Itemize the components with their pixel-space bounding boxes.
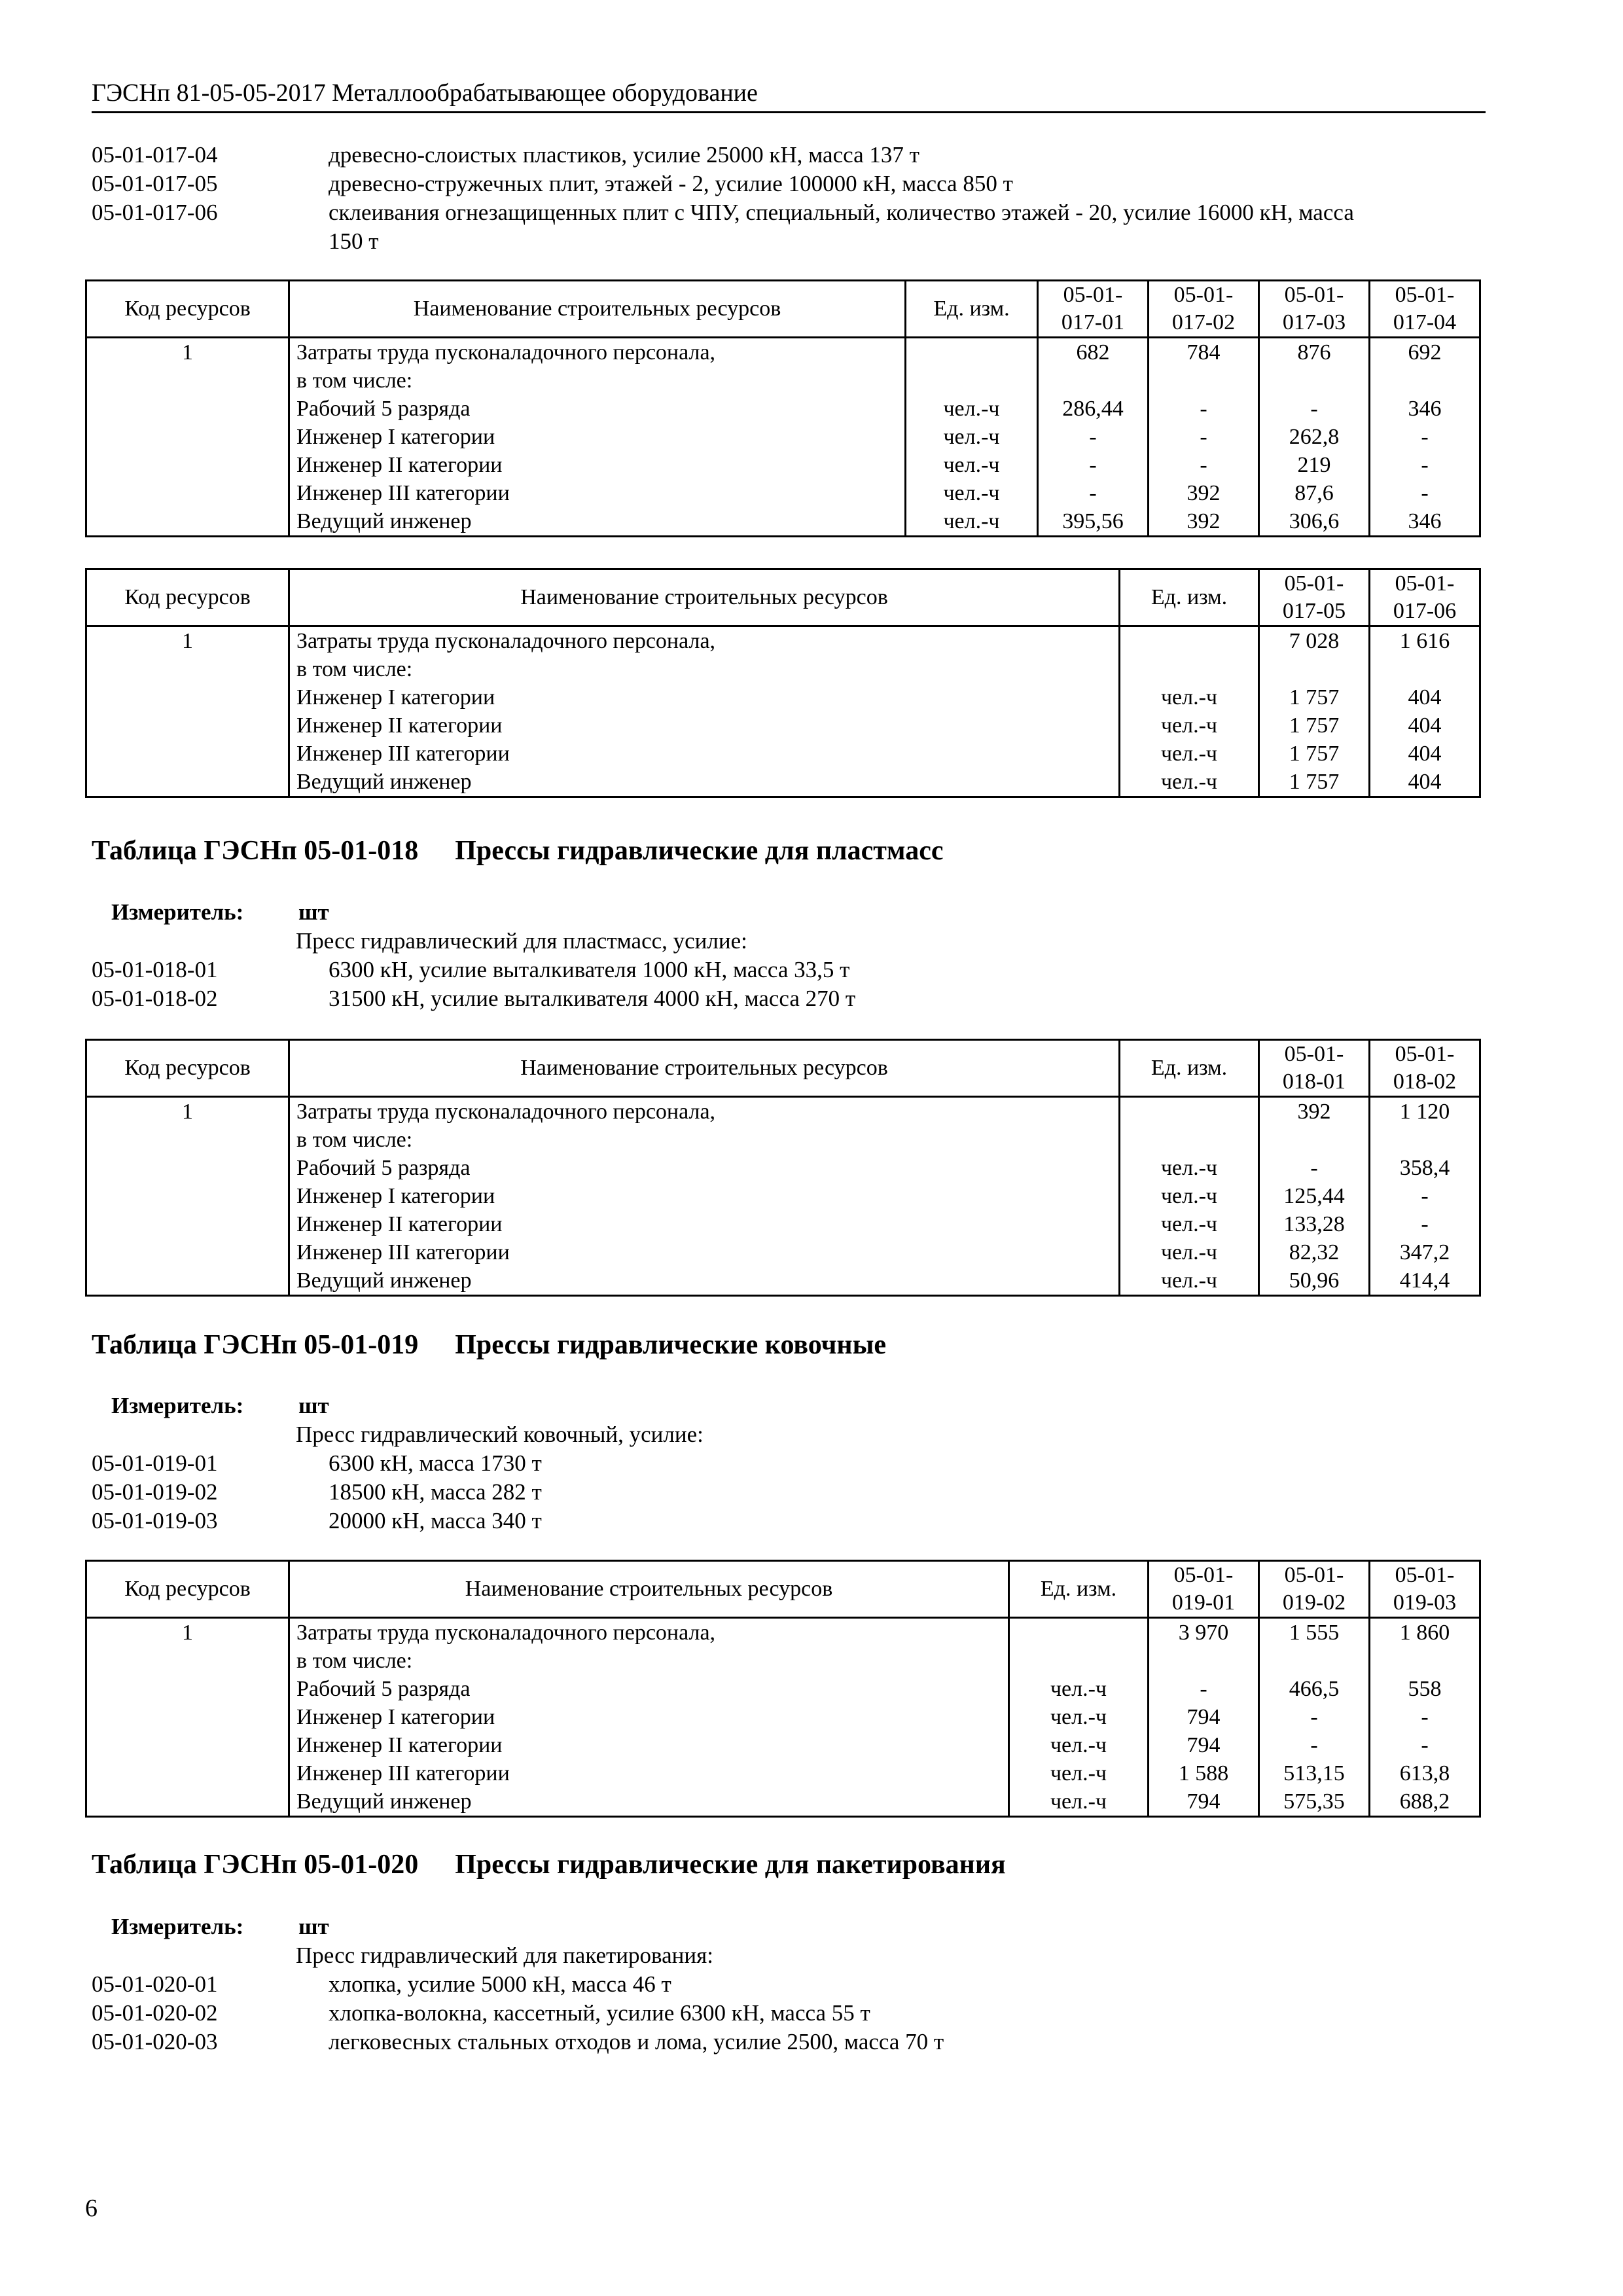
cell-value: 404 — [1370, 740, 1480, 768]
col-header-unit: Ед. изм. — [1120, 1040, 1259, 1097]
position-desc: древесно-слоистых пластиков, усилие 25000 кН, масса 137 т — [329, 142, 919, 168]
position-code: 05-01-020-03 — [92, 2029, 218, 2054]
measure-unit: шт — [298, 1393, 329, 1418]
running-header: ГЭСНп 81-05-05-2017 Металлообрабатывающее оборудование — [92, 77, 1486, 113]
cell-value: - — [1038, 423, 1149, 451]
resource-name: Затраты труда пусконаладочного персонала, в том числе: — [289, 338, 906, 395]
table-title-020 — [92, 1848, 1006, 1881]
cell-value: 219 — [1259, 451, 1370, 479]
col-header-unit: Ед. изм. — [1009, 1561, 1149, 1618]
position-desc-continued: 150 т — [329, 228, 379, 254]
position-desc: 20000 кН, масса 340 т — [329, 1508, 542, 1534]
table-row — [86, 507, 1480, 537]
position-row — [92, 1999, 1486, 2028]
cell-value: 688,2 — [1370, 1787, 1480, 1817]
resource-name: Инженер II категории — [289, 711, 1120, 740]
col-header-position: 05-01- 017-06 — [1370, 569, 1480, 626]
measure-label: Измеритель: — [111, 899, 244, 925]
total-value: 7 028 — [1259, 626, 1370, 684]
table-row — [86, 1210, 1480, 1238]
measure-label: Измеритель: — [111, 1393, 244, 1418]
cell-value: 404 — [1370, 711, 1480, 740]
resource-name: Рабочий 5 разряда — [289, 1154, 1120, 1182]
position-code: 05-01-019-02 — [92, 1479, 218, 1505]
unit: чел.-ч — [1120, 740, 1259, 768]
position-row — [92, 141, 1486, 170]
cell-value: 466,5 — [1259, 1675, 1370, 1703]
col-header-unit: Ед. изм. — [906, 281, 1038, 338]
total-value: 3 970 — [1149, 1618, 1259, 1676]
position-list-018 — [92, 927, 1486, 1013]
cell-value: - — [1259, 395, 1370, 423]
resource-name: Ведущий инженер — [289, 1266, 1120, 1296]
table-row — [86, 1731, 1480, 1759]
cell-value: - — [1370, 1731, 1480, 1759]
table-row — [86, 451, 1480, 479]
unit: чел.-ч — [1120, 1238, 1259, 1266]
resource-name: Ведущий инженер — [289, 507, 906, 537]
col-header-code: Код ресурсов — [86, 1561, 289, 1618]
unit: чел.-ч — [906, 395, 1038, 423]
table-row — [86, 479, 1480, 507]
position-row — [92, 170, 1486, 198]
cell-value: 414,4 — [1370, 1266, 1480, 1296]
position-intro: Пресс гидравлический для пластмасс, усилие: — [296, 928, 747, 954]
cell-value: 347,2 — [1370, 1238, 1480, 1266]
resource-name: Затраты труда пусконаладочного персонала, в том числе: — [289, 626, 1120, 684]
cell-value: - — [1259, 1731, 1370, 1759]
col-header-position: 05-01- 017-05 — [1259, 569, 1370, 626]
total-value: 392 — [1259, 1097, 1370, 1155]
col-header-position: 05-01- 018-02 — [1370, 1040, 1480, 1097]
unit: чел.-ч — [1009, 1787, 1149, 1817]
col-header-position: 05-01- 017-01 — [1038, 281, 1149, 338]
table-row — [86, 1675, 1480, 1703]
resource-name: Инженер III категории — [289, 1238, 1120, 1266]
unit: чел.-ч — [1120, 1210, 1259, 1238]
resource-name: Затраты труда пусконаладочного персонала, в том числе: — [289, 1097, 1120, 1155]
cell-value: - — [1149, 451, 1259, 479]
table-row — [86, 1154, 1480, 1182]
measure-020 — [111, 1912, 329, 1941]
table-code: Таблица ГЭСНп 05-01-019 — [92, 1330, 419, 1360]
position-intro: Пресс гидравлический для пакетирования: — [296, 1943, 713, 1968]
table-name: Прессы гидравлические для пакетирования — [455, 1850, 1006, 1880]
resource-table-017-a — [85, 279, 1481, 537]
position-code: 05-01-019-01 — [92, 1450, 218, 1476]
resource-table-019 — [85, 1560, 1481, 1818]
position-desc: древесно-стружечных плит, этажей - 2, усилие 100000 кН, масса 850 т — [329, 171, 1013, 196]
col-header-position: 05-01- 017-04 — [1370, 281, 1480, 338]
measure-label: Измеритель: — [111, 1914, 244, 1939]
cell-value: 404 — [1370, 683, 1480, 711]
position-code: 05-01-019-03 — [92, 1508, 218, 1534]
resource-name: Ведущий инженер — [289, 1787, 1009, 1817]
position-row — [92, 984, 1486, 1013]
unit: чел.-ч — [906, 479, 1038, 507]
position-desc: 6300 кН, масса 1730 т — [329, 1450, 542, 1476]
cell-value: 395,56 — [1038, 507, 1149, 537]
position-desc: 31500 кН, усилие выталкивателя 4000 кН, масса 270 т — [329, 986, 856, 1011]
cell-value: - — [1149, 395, 1259, 423]
cell-value: 1 757 — [1259, 768, 1370, 797]
page-number: 6 — [85, 2195, 98, 2222]
measure-019 — [111, 1391, 329, 1420]
cell-value: - — [1038, 451, 1149, 479]
position-row — [92, 1449, 1486, 1478]
resource-name: Инженер I категории — [289, 1182, 1120, 1210]
position-code: 05-01-017-06 — [92, 200, 218, 225]
unit: чел.-ч — [1120, 768, 1259, 797]
position-list-017 — [92, 141, 1486, 256]
position-list-020 — [92, 1941, 1486, 2056]
cell-value: 558 — [1370, 1675, 1480, 1703]
table-row-total — [86, 338, 1480, 395]
col-header-unit: Ед. изм. — [1120, 569, 1259, 626]
position-desc: легковесных стальных отходов и лома, усилие 2500, масса 70 т — [329, 2029, 944, 2054]
cell-value: 82,32 — [1259, 1238, 1370, 1266]
total-value: 876 — [1259, 338, 1370, 395]
total-value: 784 — [1149, 338, 1259, 395]
position-code: 05-01-018-01 — [92, 957, 218, 982]
cell-value: - — [1370, 1703, 1480, 1731]
cell-value: 87,6 — [1259, 479, 1370, 507]
total-value: 1 120 — [1370, 1097, 1480, 1155]
table-row — [86, 768, 1480, 797]
unit: чел.-ч — [1009, 1703, 1149, 1731]
position-row — [92, 1478, 1486, 1507]
table-name: Прессы гидравлические для пластмасс — [455, 836, 944, 866]
total-value: 692 — [1370, 338, 1480, 395]
unit: чел.-ч — [1120, 683, 1259, 711]
cell-value: 50,96 — [1259, 1266, 1370, 1296]
position-row — [92, 1507, 1486, 1535]
unit: чел.-ч — [906, 451, 1038, 479]
cell-value: 392 — [1149, 507, 1259, 537]
position-row — [92, 227, 1486, 256]
resource-name: Инженер I категории — [289, 1703, 1009, 1731]
cell-value: 513,15 — [1259, 1759, 1370, 1787]
cell-value: 133,28 — [1259, 1210, 1370, 1238]
unit: чел.-ч — [1120, 1182, 1259, 1210]
unit: чел.-ч — [1120, 1266, 1259, 1296]
unit: чел.-ч — [1120, 1154, 1259, 1182]
cell-value: - — [1370, 423, 1480, 451]
cell-value: 1 588 — [1149, 1759, 1259, 1787]
position-desc: склеивания огнезащищенных плит с ЧПУ, специальный, количество этажей - 20, усилие 16000 кН, масса — [329, 200, 1354, 225]
resource-table-018 — [85, 1039, 1481, 1297]
position-code: 05-01-017-05 — [92, 171, 218, 196]
table-row — [86, 711, 1480, 740]
table-row — [86, 423, 1480, 451]
table-row — [86, 395, 1480, 423]
resource-code: 1 — [86, 1097, 289, 1155]
col-header-position: 05-01- 019-03 — [1370, 1561, 1480, 1618]
table-title-019 — [92, 1329, 886, 1361]
unit: чел.-ч — [1009, 1675, 1149, 1703]
table-row — [86, 1787, 1480, 1817]
cell-value: - — [1149, 423, 1259, 451]
col-header-name: Наименование строительных ресурсов — [289, 1040, 1120, 1097]
position-desc: 6300 кН, усилие выталкивателя 1000 кН, масса 33,5 т — [329, 957, 850, 982]
table-code: Таблица ГЭСНп 05-01-020 — [92, 1850, 419, 1880]
cell-value: - — [1370, 451, 1480, 479]
position-row — [92, 198, 1486, 227]
col-header-position: 05-01- 017-02 — [1149, 281, 1259, 338]
measure-018 — [111, 898, 329, 927]
resource-code: 1 — [86, 1618, 289, 1676]
cell-value: 392 — [1149, 479, 1259, 507]
resource-name: Инженер I категории — [289, 423, 906, 451]
resource-name: Инженер III категории — [289, 1759, 1009, 1787]
cell-value: 794 — [1149, 1703, 1259, 1731]
resource-name: Инженер II категории — [289, 451, 906, 479]
cell-value: - — [1259, 1703, 1370, 1731]
cell-value: 306,6 — [1259, 507, 1370, 537]
position-desc: хлопка-волокна, кассетный, усилие 6300 кН, масса 55 т — [329, 2000, 870, 2026]
table-row-total — [86, 1097, 1480, 1155]
table-row — [86, 1266, 1480, 1296]
table-name: Прессы гидравлические ковочные — [455, 1330, 887, 1360]
position-code: 05-01-017-04 — [92, 142, 218, 168]
cell-value: 125,44 — [1259, 1182, 1370, 1210]
cell-value: 404 — [1370, 768, 1480, 797]
col-header-code: Код ресурсов — [86, 569, 289, 626]
measure-unit: шт — [298, 1914, 329, 1939]
resource-name: Инженер II категории — [289, 1210, 1120, 1238]
table-row-total — [86, 626, 1480, 684]
measure-unit: шт — [298, 899, 329, 925]
col-header-position: 05-01- 018-01 — [1259, 1040, 1370, 1097]
resource-code: 1 — [86, 626, 289, 684]
unit: чел.-ч — [1009, 1731, 1149, 1759]
resource-name: Инженер II категории — [289, 1731, 1009, 1759]
total-value: 1 860 — [1370, 1618, 1480, 1676]
position-intro: Пресс гидравлический ковочный, усилие: — [296, 1422, 704, 1447]
cell-value: 575,35 — [1259, 1787, 1370, 1817]
col-header-code: Код ресурсов — [86, 1040, 289, 1097]
cell-value: 286,44 — [1038, 395, 1149, 423]
resource-name: Инженер III категории — [289, 740, 1120, 768]
resource-name: Инженер I категории — [289, 683, 1120, 711]
cell-value: 358,4 — [1370, 1154, 1480, 1182]
resource-code: 1 — [86, 338, 289, 395]
resource-name: Затраты труда пусконаладочного персонала, в том числе: — [289, 1618, 1009, 1676]
cell-value: 262,8 — [1259, 423, 1370, 451]
cell-value: - — [1149, 1675, 1259, 1703]
resource-name: Ведущий инженер — [289, 768, 1120, 797]
table-title-018 — [92, 834, 943, 867]
total-value: 1 616 — [1370, 626, 1480, 684]
cell-value: 1 757 — [1259, 740, 1370, 768]
cell-value: 613,8 — [1370, 1759, 1480, 1787]
position-list-019 — [92, 1420, 1486, 1535]
unit: чел.-ч — [906, 423, 1038, 451]
table-row-total — [86, 1618, 1480, 1676]
cell-value: - — [1370, 479, 1480, 507]
resource-name: Инженер III категории — [289, 479, 906, 507]
table-row — [86, 1703, 1480, 1731]
col-header-name: Наименование строительных ресурсов — [289, 1561, 1009, 1618]
position-row — [92, 2028, 1486, 2056]
position-code: 05-01-020-02 — [92, 2000, 218, 2026]
cell-value: 1 757 — [1259, 683, 1370, 711]
col-header-name: Наименование строительных ресурсов — [289, 569, 1120, 626]
position-desc: 18500 кН, масса 282 т — [329, 1479, 542, 1505]
position-row — [92, 1970, 1486, 1999]
cell-value: - — [1038, 479, 1149, 507]
position-desc: хлопка, усилие 5000 кН, масса 46 т — [329, 1971, 671, 1997]
table-row — [86, 740, 1480, 768]
unit: чел.-ч — [1120, 711, 1259, 740]
table-row — [86, 1182, 1480, 1210]
position-code: 05-01-018-02 — [92, 986, 218, 1011]
cell-value: 346 — [1370, 395, 1480, 423]
col-header-position: 05-01- 019-01 — [1149, 1561, 1259, 1618]
cell-value: 346 — [1370, 507, 1480, 537]
table-row — [86, 683, 1480, 711]
unit: чел.-ч — [1009, 1759, 1149, 1787]
table-code: Таблица ГЭСНп 05-01-018 — [92, 836, 419, 866]
cell-value: - — [1259, 1154, 1370, 1182]
resource-name: Рабочий 5 разряда — [289, 395, 906, 423]
position-code: 05-01-020-01 — [92, 1971, 218, 1997]
col-header-name: Наименование строительных ресурсов — [289, 281, 906, 338]
col-header-code: Код ресурсов — [86, 281, 289, 338]
position-row — [92, 956, 1486, 984]
resource-name: Рабочий 5 разряда — [289, 1675, 1009, 1703]
resource-table-017-b — [85, 568, 1481, 798]
total-value: 1 555 — [1259, 1618, 1370, 1676]
col-header-position: 05-01- 019-02 — [1259, 1561, 1370, 1618]
unit: чел.-ч — [906, 507, 1038, 537]
cell-value: 794 — [1149, 1787, 1259, 1817]
cell-value: 794 — [1149, 1731, 1259, 1759]
cell-value: - — [1370, 1182, 1480, 1210]
cell-value: - — [1370, 1210, 1480, 1238]
col-header-position: 05-01- 017-03 — [1259, 281, 1370, 338]
cell-value: 1 757 — [1259, 711, 1370, 740]
total-value: 682 — [1038, 338, 1149, 395]
table-row — [86, 1238, 1480, 1266]
table-row — [86, 1759, 1480, 1787]
